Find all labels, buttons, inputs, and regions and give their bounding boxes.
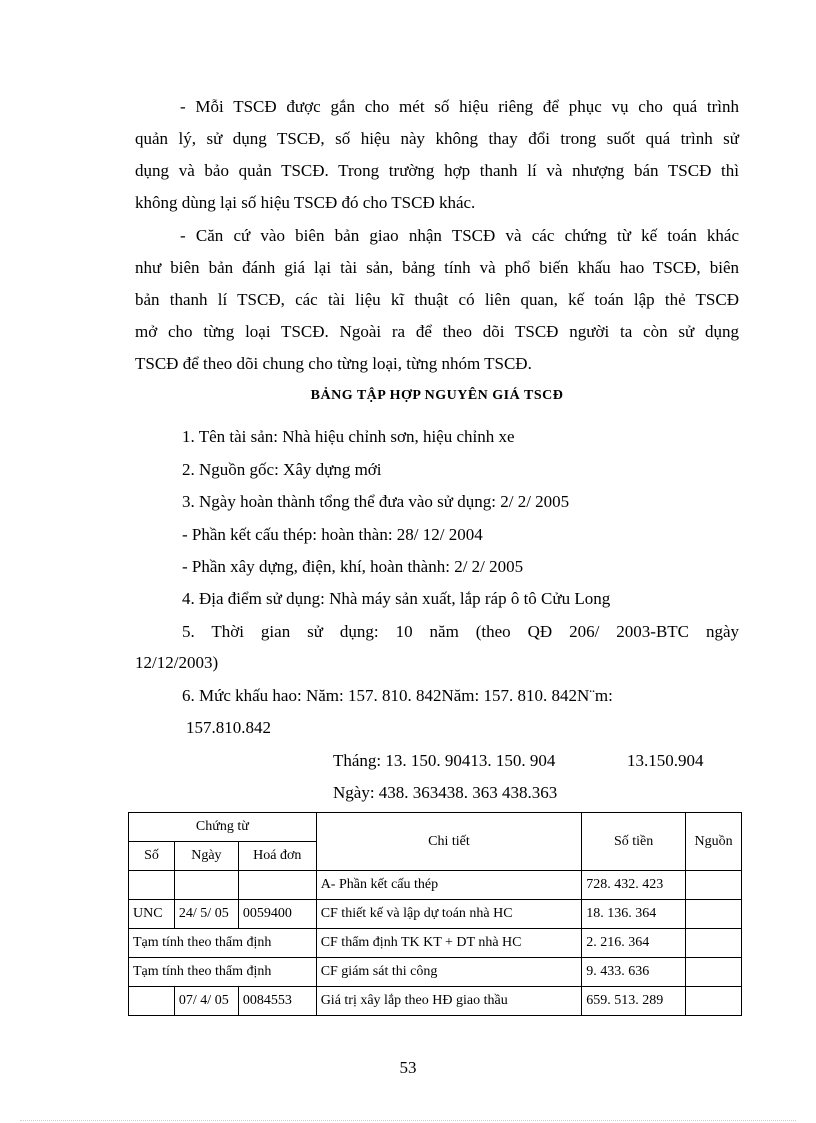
- cell-ngay: 07/ 4/ 05: [174, 987, 238, 1016]
- header-nguon: Nguồn: [686, 813, 742, 871]
- cell-so-tien: 728. 432. 423: [582, 871, 686, 900]
- cell-ngay: 24/ 5/ 05: [174, 900, 238, 929]
- item-completion-date: 3. Ngày hoàn thành tổng thể đưa vào sử dụng: 2/ 2/ 2005: [182, 492, 570, 511]
- table-row: [129, 871, 742, 900]
- cell-so: [129, 871, 175, 900]
- table-row: [129, 958, 742, 987]
- cell-hoa-don: 0084553: [238, 987, 316, 1016]
- cell-so: UNC: [129, 900, 175, 929]
- cell-chi-tiet: CF thẩm định TK KT + DT nhà HC: [316, 929, 582, 958]
- para2-line-1: - Căn cứ vào biên bản giao nhận TSCĐ và các chứng từ kế toán khác: [180, 226, 739, 245]
- para2-line-3: bản thanh lí TSCĐ, các tài liệu kĩ thuật có liên quan, kế toán lập thẻ TSCĐ: [135, 290, 739, 309]
- item-usage-time-date: 12/12/2003): [135, 653, 219, 672]
- cell-hoa-don: 0059400: [238, 900, 316, 929]
- item-asset-name: 1. Tên tài sản: Nhà hiệu chỉnh sơn, hiệu chỉnh xe: [182, 427, 515, 446]
- header-chung-tu: Chứng từ: [129, 813, 317, 842]
- item-usage-time: 5. Thời gian sử dụng: 10 năm (theo QĐ 206/ 2003-BTC ngày: [182, 622, 739, 641]
- cell-nguon: [686, 929, 742, 958]
- para1-line-3: dụng và bảo quản TSCĐ. Trong trường hợp thanh lí và nhượng bán TSCĐ thì: [135, 161, 739, 180]
- header-so-tien: Số tiền: [582, 813, 686, 871]
- item-depreciation-day: Ngày: 438. 363438. 363 438.363: [333, 783, 558, 802]
- cell-chi-tiet: A- Phần kết cấu thép: [316, 871, 582, 900]
- cell-so: [129, 987, 175, 1016]
- cell-so-tien: 9. 433. 636: [582, 958, 686, 987]
- header-ngay: Ngày: [174, 842, 238, 871]
- table-title: BẢNG TẬP HỢP NGUYÊN GIÁ TSCĐ: [310, 388, 564, 403]
- cell-merged-note: Tạm tính theo thẩm định: [129, 958, 317, 987]
- item-depreciation-month-value: 13.150.904: [627, 751, 704, 770]
- item-location: 4. Địa điểm sử dụng: Nhà máy sản xuất, lắp ráp ô tô Cửu Long: [182, 589, 611, 608]
- cell-so-tien: 659. 513. 289: [582, 987, 686, 1016]
- para1-line-2: quản lý, sử dụng TSCĐ, số hiệu này không thay đổi trong suốt quá trình sử: [135, 129, 739, 148]
- cell-chi-tiet: CF giám sát thi công: [316, 958, 582, 987]
- para2-line-5: TSCĐ để theo dõi chung cho từng loại, từng nhóm TSCĐ.: [135, 354, 532, 373]
- para1-line-1: - Mỗi TSCĐ được gắn cho mét số hiệu riêng để phục vụ cho quá trình: [180, 97, 739, 116]
- item-steel-part: - Phần kết cấu thép: hoàn thàn: 28/ 12/ 2004: [182, 525, 483, 544]
- cell-nguon: [686, 958, 742, 987]
- table-row: [129, 929, 742, 958]
- para2-line-2: như biên bản đánh giá lại tài sản, bảng tính và phổ biến khấu hao TSCĐ, biên: [135, 258, 739, 277]
- cell-merged-note: Tạm tính theo thẩm định: [129, 929, 317, 958]
- table-row: [129, 900, 742, 929]
- item-depreciation-month: Tháng: 13. 150. 90413. 150. 904: [333, 751, 556, 770]
- para2-line-4: mở cho từng loại TSCĐ. Ngoài ra để theo dõi TSCĐ người ta còn sử dụng: [135, 322, 739, 341]
- cell-nguon: [686, 987, 742, 1016]
- item-construction-part: - Phần xây dựng, điện, khí, hoàn thành: 2/ 2/ 2005: [182, 557, 524, 576]
- item-depreciation: 6. Mức khấu hao: Năm: 157. 810. 842Năm: 157. 810. 842N¨m:: [182, 686, 613, 705]
- page-bottom-divider: [20, 1120, 796, 1121]
- item-depreciation-year-value: 157.810.842: [186, 718, 271, 737]
- para1-line-4: không dùng lại số hiệu TSCĐ đó cho TSCĐ khác.: [135, 193, 476, 212]
- table-row: [129, 987, 742, 1016]
- cell-so-tien: 2. 216. 364: [582, 929, 686, 958]
- header-hoa-don: Hoá đơn: [238, 842, 316, 871]
- header-so: Số: [129, 842, 175, 871]
- header-chi-tiet: Chi tiết: [316, 813, 582, 871]
- cell-chi-tiet: Giá trị xây lắp theo HĐ giao thầu: [316, 987, 582, 1016]
- table-header-row-1: [129, 813, 742, 842]
- cost-table: [128, 812, 742, 1016]
- paragraph-2: [135, 220, 739, 380]
- cell-ngay: [174, 871, 238, 900]
- item-origin: 2. Nguồn gốc: Xây dựng mới: [182, 460, 382, 479]
- page-number: 53: [399, 1058, 417, 1077]
- cell-so-tien: 18. 136. 364: [582, 900, 686, 929]
- paragraph-1: [135, 91, 739, 219]
- cell-hoa-don: [238, 871, 316, 900]
- cell-nguon: [686, 871, 742, 900]
- cell-chi-tiet: CF thiết kế và lập dự toán nhà HC: [316, 900, 582, 929]
- cell-nguon: [686, 900, 742, 929]
